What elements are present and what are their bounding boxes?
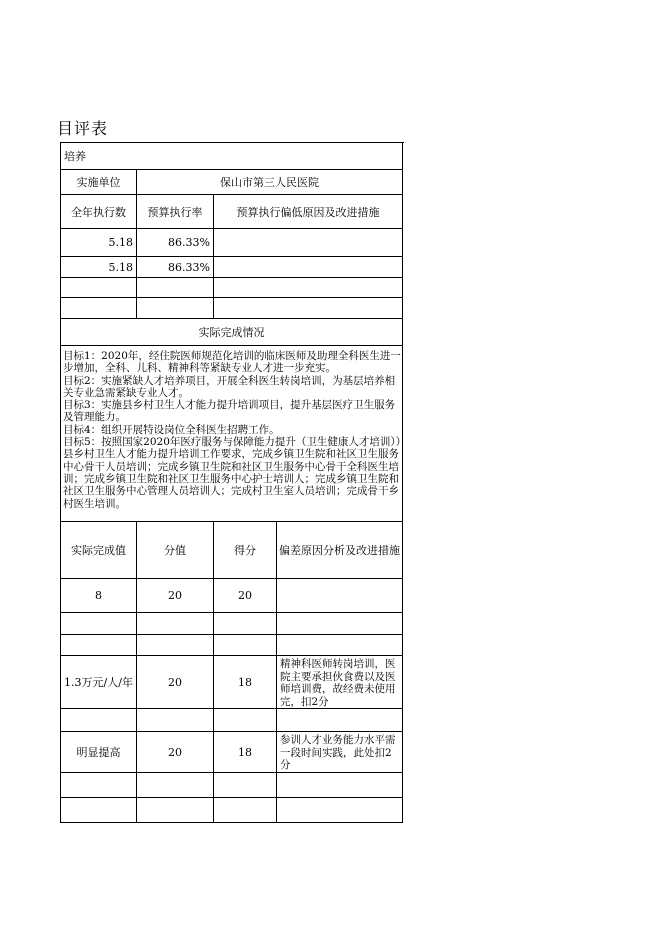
indicator-score-cell — [214, 613, 277, 635]
indicator-points-cell — [137, 709, 214, 732]
budget-reason-cell — [214, 229, 403, 257]
indicator-deviation-cell: 参训人才业务能力水平需一段时间实践，此处扣2分 — [277, 732, 403, 773]
indicator-points-cell: 20 — [137, 579, 214, 613]
indicator-score-cell: 18 — [214, 732, 277, 773]
implementing-unit-value: 保山市第三人民医院 — [137, 170, 403, 195]
target-item: 目标4：组织开展特设岗位全科医生招聘工作。 — [63, 423, 280, 436]
indicator-points-cell: 20 — [137, 656, 214, 709]
header-deviation: 偏差原因分析及改进措施 — [277, 522, 403, 579]
divider — [402, 346, 403, 522]
header-actual-value: 实际完成值 — [61, 522, 137, 579]
indicator-points-cell: 20 — [137, 732, 214, 773]
indicator-points-cell — [137, 773, 214, 798]
budget-reason-cell — [214, 257, 403, 278]
budget-execution-cell — [61, 298, 137, 319]
budget-execution-cell — [61, 278, 137, 298]
target-item: 目标5：按照国家2020年医疗服务与保障能力提升（卫生健康人才培训））县乡村卫生人才能力提升培训工作要求，完成乡镇卫生院和社区卫生服务中心骨干人员培训；完成乡镇卫生院和社区卫生服务中心骨干全科医生培训；完成乡镇卫生院和社区卫生服务中心护士培训人；完成乡镇卫生院和社区卫生服务中心管理人员培训人；完成村卫生室人员培训；完成骨干乡村医生培训。 — [63, 436, 401, 510]
budget-reason-cell — [214, 298, 403, 319]
header-annual-execution: 全年执行数 — [61, 195, 137, 229]
indicator-actual-cell: 1.3万元/人/年 — [61, 656, 137, 709]
target-item: 目标3：实施县乡村卫生人才能力提升培训项目，提升基层医疗卫生服务及管理能力。 — [63, 399, 396, 424]
indicator-actual-cell — [61, 709, 137, 732]
indicator-actual-cell — [61, 773, 137, 798]
indicator-score-cell — [214, 709, 277, 732]
target-item: 目标2：实施紧缺人才培养项目，开展全科医生转岗培训，为基层培养相关专业急需紧缺专业人才。 — [63, 374, 396, 399]
actual-completion-label: 实际完成情况 — [61, 319, 403, 346]
budget-rate-cell: 86.33% — [137, 229, 214, 257]
indicator-points-cell — [137, 798, 214, 823]
header-budget-rate: 预算执行率 — [137, 195, 214, 229]
header-low-reason: 预算执行偏低原因及改进措施 — [214, 195, 403, 229]
budget-rate-cell — [137, 298, 214, 319]
page-title: 目评表 — [57, 119, 109, 138]
budget-reason-cell — [214, 278, 403, 298]
indicator-score-cell: 20 — [214, 579, 277, 613]
indicator-deviation-cell — [277, 798, 403, 823]
budget-execution-cell: 5.18 — [61, 229, 137, 257]
header-score-value: 分值 — [137, 522, 214, 579]
budget-rate-cell — [137, 278, 214, 298]
target-item: 目标1：2020年，经住院医师规范化培训的临床医师及助理全科医生进一步增加，全科、儿科、精神科等紧缺专业人才进一步充实。 — [63, 350, 401, 375]
indicator-deviation-cell: 精神科医师转岗培训，医院主要承担伙食费以及医师培训费，故经费未使用完，扣2分 — [277, 656, 403, 709]
indicator-deviation-cell — [277, 579, 403, 613]
indicator-actual-cell — [61, 798, 137, 823]
header-score: 得分 — [214, 522, 277, 579]
budget-execution-cell: 5.18 — [61, 257, 137, 278]
indicator-score-cell — [214, 635, 277, 656]
indicator-actual-cell: 8 — [61, 579, 137, 613]
indicator-score-cell: 18 — [214, 656, 277, 709]
project-name-cell: 培养 — [61, 143, 403, 170]
indicator-actual-cell — [61, 613, 137, 635]
indicator-deviation-cell — [277, 709, 403, 732]
indicator-score-cell — [214, 773, 277, 798]
indicator-deviation-cell — [277, 635, 403, 656]
indicator-actual-cell: 明显提高 — [61, 732, 137, 773]
indicator-points-cell — [137, 613, 214, 635]
indicator-score-cell — [214, 798, 277, 823]
targets-text — [61, 346, 403, 522]
implementing-unit-label: 实施单位 — [61, 170, 137, 195]
indicator-deviation-cell — [277, 773, 403, 798]
indicator-deviation-cell — [277, 613, 403, 635]
indicator-points-cell — [137, 635, 214, 656]
indicator-actual-cell — [61, 635, 137, 656]
budget-rate-cell: 86.33% — [137, 257, 214, 278]
